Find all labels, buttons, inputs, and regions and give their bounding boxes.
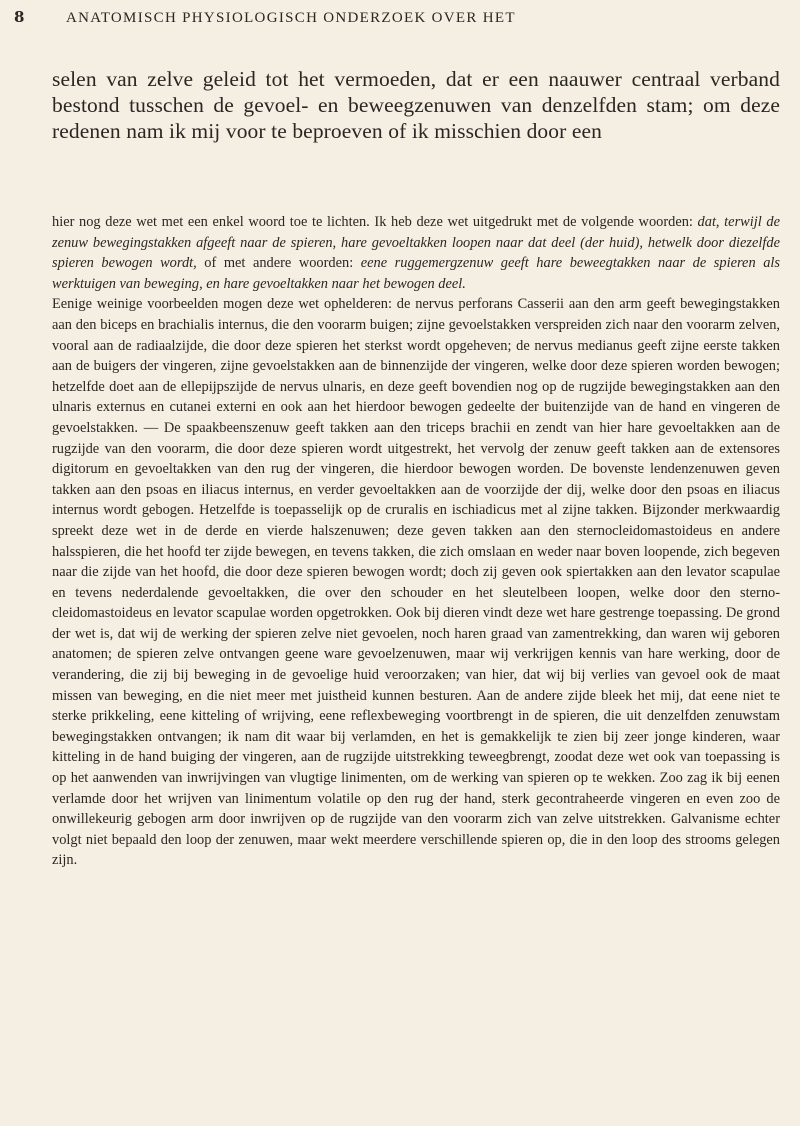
page-number: 8 bbox=[14, 8, 25, 26]
paragraph-examples: Eenige weinige voorbeelden mogen deze wet ophelderen: de nervus perforans Casserii aan den arm geeft bewegingstakken aan den biceps en brachialis internus, die den voorarm buigen; zijne gevoelstakken verspreiden zich naar den voorarm zelven, vooral aan de radiaalzijde, die door deze spieren het sterkst wordt opgeheven; de nervus medianus geeft zijne eerste takken aan de buigers der vingeren, zijne gevoelstakken aan de binnenzijde der vingeren, welke door deze spieren worden bewogen; hetzelfde doet aan de ellepijpszijde de nervus ulnaris, en deze geeft bovendien nog op de rugzijde bewegingstakken aan den ulnaris externus en cutanei externi en ook aan het hierdoor bewogen gedeelte der buitenzijde van de hand en vingeren de gevoelstakken. — De spaakbeenszenuw geeft takken aan den triceps brachii en zendt van hier hare gevoeltakken aan de rugzijde van den voorarm, die door deze spieren wordt uitgestrekt, het vervolg der zenuw geeft takken aan de extensores digitorum en gevoeltakken van den rug der vingeren, die hierdoor bewogen worden. De bovenste lendenzenuwen geven takken aan den psoas en iliacus internus, en verder gevoeltakken aan de voorzijde der dij, welke door den psoas en iliacus internus wordt gebogen. Hetzelfde is toepasselijk op de cruralis en ischiadicus met al zijne takken. Bijzonder merkwaardig spreekt deze wet in de derde en vierde halszenuwen; deze geven takken aan den sternocleidomastoideus en andere halsspieren, die het hoofd ter zijde bewegen, en tevens takken, die zich omslaan en weder naar boven loopende, zich begeven naar die zijde van het hoofd, die door deze spieren bewogen wordt; doch zij geven ook spiertakken aan den levator scapulae en tevens nederdalende gevoeltakken, die over den schouder en het sleutelbeen loopen, welke door den sterno-cleidomastoideus en levator scapulae worden opgetrokken. Ook bij dieren vindt deze wet hare gestrenge toepassing. De grond der wet is, dat wij de werking der spieren zelve niet gevoelen, noch haren graad van zamentrekking, dan waren wij geboren anatomen; de spieren zelve ontvangen geene ware gevoelzenuwen, maar wij verkrijgen kennis van hare werking, door de verandering, die zij bij beweging in de gevoelige huid veroorzaken; van hier, dat wij bij verlies van gevoel ook de maat missen van beweging, en die niet meer met juistheid kunnen besturen. Aan de andere zijde bleek het mij, dat eene niet te sterke prikkeling, eene kitteling of wrijving, eene reflexbeweging voortbrengt in de spieren, die uit denzelfden zenuwstam bewegingstakken ontvangen; ik nam dit waar bij verlamden, en het is gemakkelijk te zien bij zeer jonge kinderen, waar kitteling in de hand buiging der vingeren, aan de rugzijde uitstrekking teweegbrengt, zoodat deze wet ook van toepassing is op het aanwenden van inwrijvingen van vlugtige linimenten, om de werking van spieren op te wekken. Zoo zag ik bij eenen verlamde door het wrijven van linimentum volatile op den rug der hand, sterk gecontraheerde vingeren en even zoo de onwillekeurig gebogen arm door inwrijven op de rugzijde van den voorarm zich van zelve uitstrekken. Galvanisme echter volgt niet bepaald den loop der zenuwen, maar wekt meerdere verschillende spieren op, die in den loop des strooms gelegen zijn. bbox=[52, 296, 780, 869]
law-connector: of met andere woorden: bbox=[196, 255, 361, 272]
page-header bbox=[14, 8, 770, 30]
running-head: ANATOMISCH PHYSIOLOGISCH ONDERZOEK OVER HET bbox=[66, 10, 516, 26]
lead-paragraph: selen van zelve geleid tot het vermoeden, dat er een naauwer centraal verband bestond tusschen de gevoel- en beweegzenuwen van denzelfden stam; om deze redenen nam ik mij voor te beproeven of ik misschien door een bbox=[52, 67, 780, 143]
footnote-text bbox=[52, 212, 780, 871]
law-intro: hier nog deze wet met een enkel woord toe te lichten. Ik heb deze wet uitgedrukt met de volgende woorden: bbox=[52, 214, 698, 230]
law-statement: dat, terwijl de zenuw bewegingstakken afgeeft naar de spieren, hare gevoeltakken loopen naar dat deel (der huid), hetwelk door diezelfde spieren bewogen wordt, bbox=[52, 214, 780, 272]
law-restatement: eene ruggemergzenuw geeft hare beweegtakken naar de spieren als werktuigen van beweging, en hare gevoeltakken naar het bewogen deel. bbox=[52, 255, 780, 292]
paragraph-law bbox=[52, 212, 780, 294]
